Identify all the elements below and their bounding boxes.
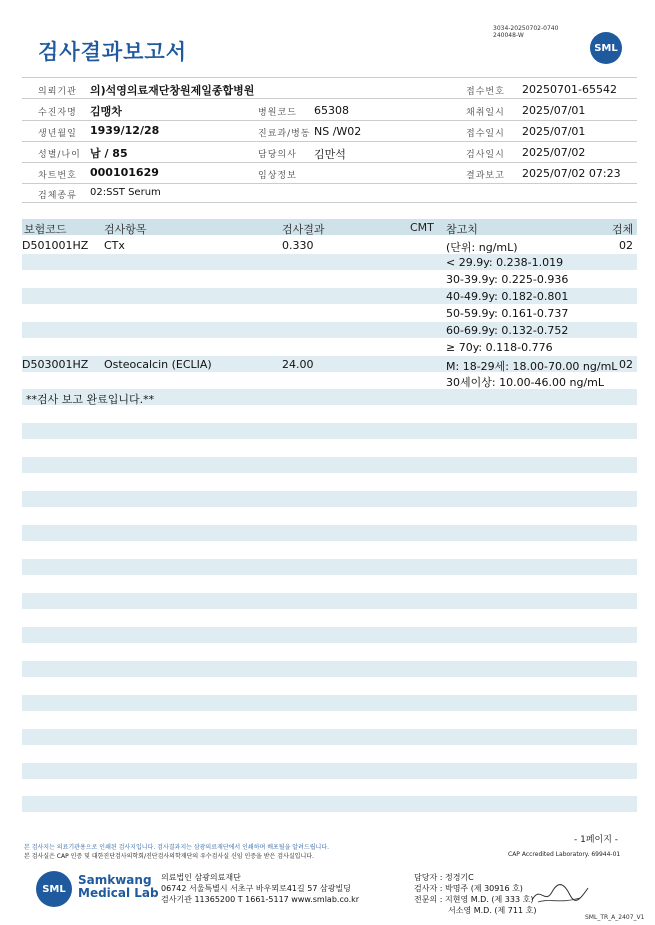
lab-info bbox=[161, 872, 359, 905]
table-row-ref: 30세이상: 10.00-46.00 ng/mL bbox=[446, 376, 605, 389]
requester-label: 의뢰기관 bbox=[38, 87, 77, 97]
doctor-value: 김만석 bbox=[314, 148, 346, 161]
table-row-code: D501001HZ bbox=[22, 239, 89, 252]
footer-note-2: 본 검사실은 CAP 인증 및 대한진단검사의학회/진단검사의학재단의 우수검사실 신임 인증을 받은 검사실입니다. bbox=[24, 853, 314, 860]
receipt-date-label: 접수일시 bbox=[466, 129, 505, 139]
dept-label: 진료과/병동 bbox=[258, 129, 311, 139]
col-cmt: CMT bbox=[410, 221, 434, 234]
sml-footer-logo-icon: SML bbox=[36, 871, 72, 907]
lab-address: 06742 서울특별시 서초구 바우뫼로41길 57 삼광빌딩 bbox=[161, 884, 351, 893]
report-label: 결과보고 bbox=[466, 171, 505, 181]
table-row-result: 24.00 bbox=[282, 358, 314, 371]
specialist-label: 전문의 : bbox=[414, 895, 443, 904]
receipt-no-label: 접수번호 bbox=[466, 87, 505, 97]
table-row-ref: 40-49.9y: 0.182-0.801 bbox=[446, 290, 569, 303]
page-number: - 1페이지 - bbox=[574, 835, 619, 845]
birth-value: 1939/12/28 bbox=[90, 124, 160, 137]
col-code: 보험코드 bbox=[24, 223, 67, 236]
chart-no-label: 차트번호 bbox=[38, 171, 77, 181]
sml-logo-icon: SML bbox=[590, 32, 622, 64]
document-id-line2: 240048-W bbox=[493, 32, 524, 39]
hospital-code-value: 65308 bbox=[314, 104, 349, 117]
lab-contact: 검사기관 11365200 T 1661-5117 www.smlab.co.kr bbox=[161, 895, 360, 904]
collect-date-value: 2025/07/01 bbox=[522, 104, 586, 117]
col-ref: 참고치 bbox=[446, 223, 478, 236]
table-row-ref: (단위: ng/mL) bbox=[446, 241, 518, 254]
specimen-value: 02:SST Serum bbox=[90, 187, 161, 198]
table-row-ref: 50-59.9y: 0.161-0.737 bbox=[446, 307, 569, 320]
table-row-ref: 60-69.9y: 0.132-0.752 bbox=[446, 324, 569, 337]
col-item: 검사항목 bbox=[104, 223, 147, 236]
report-title: 검사결과보고서 bbox=[38, 40, 188, 64]
sex-age-label: 성별/나이 bbox=[38, 150, 81, 160]
doctor-label: 담당의사 bbox=[258, 150, 297, 160]
lab-logo-text bbox=[78, 874, 159, 900]
dept-value: NS /W02 bbox=[314, 125, 362, 138]
birth-label: 생년월일 bbox=[38, 129, 77, 139]
col-result: 검사결과 bbox=[282, 223, 325, 236]
staff-tester: 검사자 : 박명주 (제 30916 호) bbox=[414, 884, 523, 893]
col-specimen: 검체 bbox=[612, 223, 634, 236]
receipt-date-value: 2025/07/01 bbox=[522, 125, 586, 138]
staff-manager: 담당자 : 정경기C bbox=[414, 873, 474, 882]
specialist-2: 서소영 M.D. (제 711 호) bbox=[448, 906, 537, 915]
table-row-item: CTx bbox=[104, 239, 125, 252]
report-complete-note: **검사 보고 완료입니다.** bbox=[26, 393, 155, 406]
footer-note-1: 본 검사지는 의료기관용으로 인쇄된 검사지입니다. 검사결과지는 삼광의료재단에서 인쇄하며 배포될을 알려드립니다. bbox=[24, 844, 329, 851]
signature bbox=[530, 880, 590, 910]
cap-accreditation: CAP Accredited Laboratory. 69944-01 bbox=[508, 851, 621, 858]
report-value: 2025/07/02 07:23 bbox=[522, 167, 621, 180]
collect-date-label: 채취일시 bbox=[466, 108, 505, 118]
clinical-label: 임상정보 bbox=[258, 171, 297, 181]
requester-value: 의)석영의료재단창원제일종합병원 bbox=[90, 84, 255, 97]
lab-name-2: Medical Lab bbox=[78, 886, 159, 900]
lab-foundation: 의료법인 삼광의료재단 bbox=[161, 873, 241, 882]
patient-label: 수진자명 bbox=[38, 108, 77, 118]
table-row-code: D503001HZ bbox=[22, 358, 89, 371]
document-id-line1: 3034-20250702-0740 bbox=[493, 25, 559, 32]
table-row-ref: M: 18-29세: 18.00-70.00 ng/mL bbox=[446, 360, 618, 373]
hospital-code-label: 병원코드 bbox=[258, 108, 297, 118]
table-row-result: 0.330 bbox=[282, 239, 314, 252]
table-row-ref: < 29.9y: 0.238-1.019 bbox=[446, 256, 564, 269]
table-row-specimen: 02 bbox=[619, 358, 633, 371]
receipt-no-value: 20250701-65542 bbox=[522, 83, 617, 96]
specimen-label: 검체종류 bbox=[38, 191, 77, 201]
test-date-value: 2025/07/02 bbox=[522, 146, 586, 159]
specialist-1: 지현영 M.D. (제 333 호) bbox=[444, 895, 534, 904]
staff-info bbox=[414, 872, 536, 916]
table-row-specimen: 02 bbox=[619, 239, 633, 252]
table-row-ref: ≥ 70y: 0.118-0.776 bbox=[446, 341, 553, 354]
patient-value: 김맹차 bbox=[90, 105, 122, 118]
document-id bbox=[493, 25, 558, 39]
sex-age-value: 남 / 85 bbox=[90, 147, 128, 160]
chart-no-value: 000101629 bbox=[90, 166, 159, 179]
lab-name: Samkwang bbox=[78, 873, 152, 887]
table-row-item: Osteocalcin (ECLIA) bbox=[104, 358, 212, 371]
form-code: SML_TR_A_2407_V1 bbox=[585, 914, 645, 921]
table-row-ref: 30-39.9y: 0.225-0.936 bbox=[446, 273, 569, 286]
test-date-label: 검사일시 bbox=[466, 150, 505, 160]
